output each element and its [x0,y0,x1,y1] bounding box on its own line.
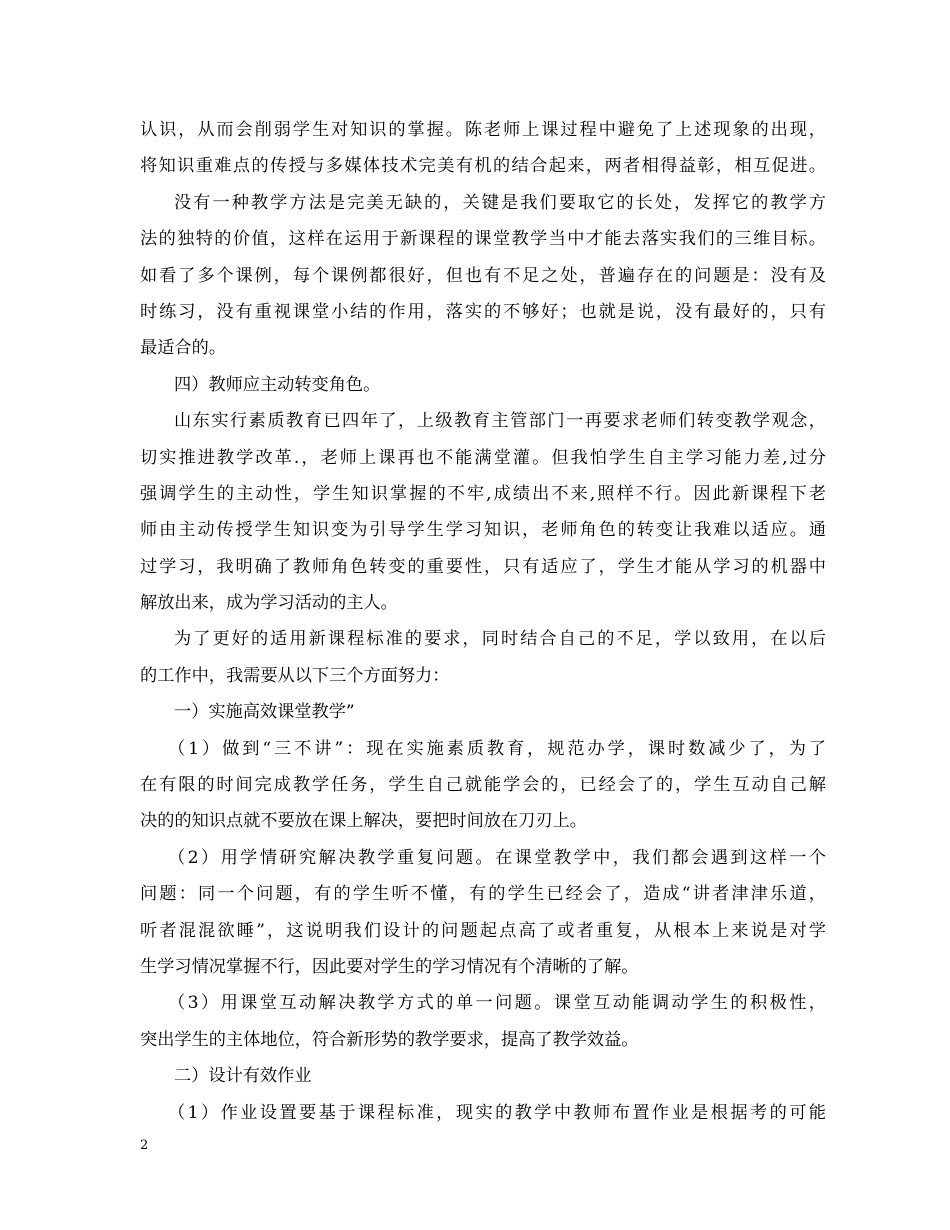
text-line: 问题：同一个问题，有的学生听不懂，有的学生已经会了，造成“讲者津津乐道， [140,884,826,905]
text-line: 将知识重难点的传授与多媒体技术完美有机的结合起来，两者相得益彰，相互促进。 [140,156,826,177]
document-body [140,112,826,1131]
text-line: 最适合的。 [140,338,226,359]
text-line: （1）做到“三不讲”：现在实施素质教育，规范办学，课时数减少了，为了 [168,738,826,759]
text-line: 切实推进教学改革.，老师上课再也不能满堂灌。但我怕学生自主学习能力差,过分 [140,447,826,468]
text-line: 为了更好的适用新课程标准的要求，同时结合自己的不足，学以致用，在以后 [174,629,826,650]
text-line: （2）用学情研究解决教学重复问题。在课堂教学中，我们都会遇到这样一个 [168,847,826,868]
text-line: 四）教师应主动转变角色。 [174,374,381,395]
text-line: 过学习，我明确了教师角色转变的重要性，只有适应了，学生才能从学习的机器中 [140,556,826,577]
text-line: 认识，从而会削弱学生对知识的掌握。陈老师上课过程中避免了上述现象的出现， [140,120,826,140]
text-line: 的工作中，我需要从以下三个方面努力： [140,665,450,686]
page-number: 2 [140,1138,149,1153]
text-line: 听者混混欲睡”，这说明我们设计的问题起点高了或者重复，从根本上来说是对学 [140,920,826,941]
text-line: 没有一种教学方法是完美无缺的，关键是我们要取它的长处，发挥它的教学方 [174,192,826,213]
text-line: 生学习情况掌握不行，因此要对学生的学习情况有个清晰的了解。 [140,956,639,977]
text-line: 山东实行素质教育已四年了，上级教育主管部门一再要求老师们转变教学观念， [174,411,826,432]
text-line: 法的独特的价值，这样在运用于新课程的课堂教学当中才能去落实我们的三维目标。 [140,229,826,250]
text-line: 突出学生的主体地位，符合新形势的教学要求，提高了教学效益。 [140,1029,639,1050]
text-line: 如看了多个课例，每个课例都很好，但也有不足之处，普遍存在的问题是：没有及 [140,265,826,286]
text-line: 在有限的时间完成教学任务，学生自己就能学会的，已经会了的，学生互动自己解 [140,775,826,796]
text-line: 师由主动传授学生知识变为引导学生学习知识，老师角色的转变让我难以适应。通 [140,520,826,541]
text-line: 解放出来，成为学习活动的主人。 [140,593,398,614]
text-line: （1）作业设置要基于课程标准，现实的教学中教师布置作业是根据考的可能 [168,1102,826,1123]
text-line: 二）设计有效作业 [174,1066,312,1087]
text-line: 一）实施高效课堂教学” [174,702,355,723]
text-line: 决的的知识点就不要放在课上解决，要把时间放在刀刃上。 [140,811,587,832]
text-line: （3）用课堂互动解决教学方式的单一问题。课堂互动能调动学生的积极性， [168,993,826,1014]
text-line: 强调学生的主动性，学生知识掌握的不牢,成绩出不来,照样不行。因此新课程下老 [140,483,826,504]
text-line: 时练习，没有重视课堂小结的作用，落实的不够好；也就是说，没有最好的，只有 [140,301,826,322]
